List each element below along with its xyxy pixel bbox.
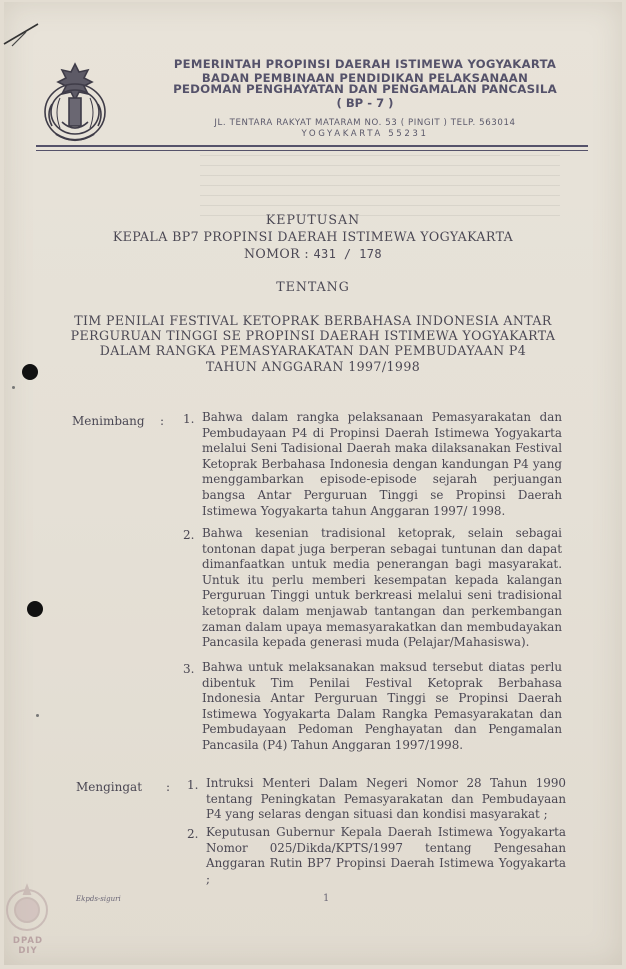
punch-hole-top: [22, 364, 38, 380]
watermark-text: [8, 936, 48, 956]
subject-line-4: TAHUN ANGGARAN 1997/1998: [205, 359, 421, 374]
letterhead-rule-thin: [36, 150, 588, 151]
watermark-line-2: DIY: [18, 946, 38, 956]
decree-issuer: KEPALA BP7 PROPINSI DAERAH ISTIMEWA YOGYAKARTA: [112, 229, 514, 244]
letterhead-rule-thick: [36, 145, 588, 147]
mengingat-item-1-number: 1.: [187, 778, 199, 792]
mengingat-item-1-text: Intruksi Menteri Dalam Negeri Nomor 28 Tahun 1990 tentang Peningkatan Pemasyarakatan dan Pembudayaan P4 yang selaras dengan situasi dan kondisi masyarakat ;: [206, 776, 566, 822]
letterhead-line-1: PEMERINTAH PROPINSI DAERAH ISTIMEWA YOGYAKARTA: [173, 57, 557, 71]
tentang-heading: TENTANG: [276, 279, 350, 294]
speck: [12, 386, 15, 389]
letterhead-line-4: ( BP - 7 ): [336, 96, 394, 110]
decree-number: [0, 246, 626, 261]
menimbang-colon: :: [160, 414, 165, 428]
menimbang-label: Menimbang: [72, 414, 145, 428]
decree-number-value: 431 / 178: [313, 247, 383, 261]
footer-note: Ekpds-siguri: [76, 895, 121, 903]
mengingat-label: Mengingat: [76, 780, 143, 794]
menimbang-item-1-number: 1.: [183, 412, 195, 426]
letterhead-line-3: PEDOMAN PENGHAYATAN DAN PENGAMALAN PANCASILA: [173, 82, 557, 96]
punch-hole-bottom: [27, 601, 43, 617]
menimbang-item-1-text: Bahwa dalam rangka pelaksanaan Pemasyarakatan dan Pembudayaan P4 di Propinsi Daerah Istimewa Yogyakarta melalui Seni Tadisional Daerah maka dilaksanakan Festival Ketoprak Berbahasa Indonesia dengan kandungan P4 yang menggambarkan episode-episode sejarah perjuangan bangsa Antar Perguruan Tinggi se Propinsi Daerah Istimewa Yogyakarta tahun Anggaran 1997/ 1998.: [202, 410, 562, 518]
menimbang-item-3-number: 3.: [183, 662, 195, 676]
mengingat-item-2-text: Keputusan Gubernur Kepala Daerah Istimewa Yogyakarta Nomor 025/Dikda/KPTS/1997 tentang Pengesahan Anggaran Rutin BP7 Propinsi Daerah Istimewa Yogyakarta ;: [206, 825, 566, 886]
menimbang-item-2-text: Bahwa kesenian tradisional ketoprak, selain sebagai tontonan dapat juga berperan sebagai tuntunan dan dapat dimanfaatkan untuk media penerangan bagi masyarakat. Untuk itu perlu memberi kesempatan kepada kalangan Perguruan Tinggi untuk berkreasi melalui seni tradisional ketoprak dalam menjawab tantangan dan perkembangan zaman dalam upaya memasyarakatkan dan membudayakan Pancasila kepada generasi muda (Pelajar/Mahasiswa).: [202, 526, 562, 650]
letterhead-line-2: BADAN PEMBINAAN PENDIDIKAN PELAKSANAAN: [201, 71, 529, 85]
subject-line-2: PERGURUAN TINGGI SE PROPINSI DAERAH ISTIMEWA YOGYAKARTA: [70, 328, 556, 343]
subject-line-3: DALAM RANGKA PEMASYARAKATAN DAN PEMBUDAYAAN P4: [99, 343, 527, 358]
mengingat-colon: :: [166, 780, 171, 794]
page-number: 1: [323, 893, 330, 904]
decree-number-label: NOMOR :: [243, 246, 310, 261]
subject-line-1: TIM PENILAI FESTIVAL KETOPRAK BERBAHASA INDONESIA ANTAR: [74, 313, 552, 328]
province-crest-icon: [38, 60, 112, 146]
mengingat-item-2-number: 2.: [187, 827, 199, 841]
letterhead-address: JL. TENTARA RAKYAT MATARAM NO. 53 ( PINGIT ) TELP. 563014: [214, 118, 516, 128]
menimbang-item-3-text: Bahwa untuk melaksanakan maksud tersebut diatas perlu dibentuk Tim Penilai Festival Ketoprak Berbahasa Indonesia Antar Perguruan Tinggi se Propinsi Daerah Istimewa Yogyakarta Dalam Rangka Pemasyarakatan dan Pembudayaan Pedoman Penghayatan dan Pengamalan Pancasila (P4) Tahun Anggaran 1997/1998.: [202, 660, 562, 752]
watermark-line-1: DPAD: [12, 936, 44, 946]
menimbang-item-2-number: 2.: [183, 528, 195, 542]
decree-heading: KEPUTUSAN: [265, 212, 361, 227]
letterhead-city: YOGYAKARTA 55231: [301, 129, 429, 139]
handwritten-tick-mark: [2, 20, 42, 50]
speck: [36, 714, 39, 717]
